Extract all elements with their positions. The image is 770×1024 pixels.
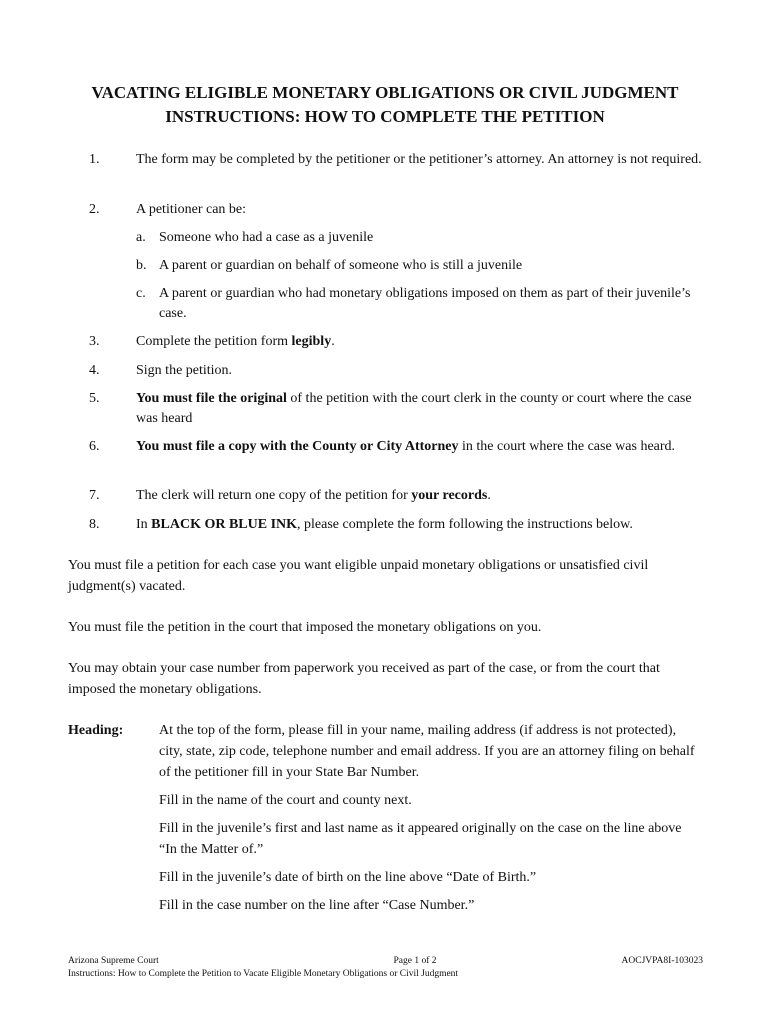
item-text-part: .	[487, 488, 491, 503]
paragraph-case-number: You may obtain your case number from paperwork you received as part of the case, or from the court that imposed the monetary obligations.	[68, 661, 660, 697]
item-text-part: The clerk will return one copy of the petition for	[136, 488, 412, 503]
item-number: 8.	[89, 517, 100, 532]
item-text	[136, 486, 706, 506]
heading-instruction-case-number: Fill in the case number on the line after “Case Number.”	[159, 898, 475, 913]
item-text-emphasis: BLACK OR BLUE INK	[151, 517, 298, 532]
sub-item-letter: c.	[136, 286, 146, 301]
item-text-part: , please complete the form following the instructions below.	[297, 517, 633, 532]
item-text: Sign the petition.	[136, 363, 233, 378]
item-text-part: .	[331, 334, 335, 349]
item-text: A petitioner can be:	[136, 202, 247, 217]
sub-item-text: A parent or guardian on behalf of someone who is still a juvenile	[159, 258, 523, 273]
sub-item-letter: a.	[136, 230, 146, 245]
item-number: 1.	[89, 152, 100, 167]
item-text-emphasis: You must file a copy with the County or City Attorney	[136, 439, 459, 454]
item-text	[136, 389, 706, 429]
heading-label: Heading:	[68, 723, 124, 738]
item-text	[136, 437, 706, 457]
item-number: 7.	[89, 488, 100, 503]
item-text-emphasis: your records	[411, 488, 488, 503]
item-text	[136, 515, 706, 535]
item-text-part: Complete the petition form	[136, 334, 292, 349]
item-text	[136, 332, 706, 352]
item-text-part: In	[136, 517, 152, 532]
heading-instruction-court: Fill in the name of the court and county next.	[159, 793, 412, 808]
item-text-part: of the petition with the court clerk in the county or court where the case was heard	[136, 391, 692, 426]
item-number: 5.	[89, 391, 100, 406]
document-title: VACATING ELIGIBLE MONETARY OBLIGATIONS OR CIVIL JUDGMENT	[91, 83, 679, 102]
heading-instruction-contact: At the top of the form, please fill in your name, mailing address (if address is not protected), city, state, zip code, telephone number and email address. If you are an attorney filing on behalf of the petitioner fill in your State Bar Number.	[159, 723, 695, 780]
sub-item-text: Someone who had a case as a juvenile	[159, 230, 374, 245]
footer-page-number: Page 1 of 2	[393, 956, 437, 966]
footer-form-code: AOCJVPA8I-103023	[621, 956, 703, 966]
item-number: 2.	[89, 202, 100, 217]
sub-item-text: A parent or guardian who had monetary obligations imposed on them as part of their juvenile’s case.	[159, 286, 691, 321]
sub-item-letter: b.	[136, 258, 147, 273]
footer-court-name: Arizona Supreme Court	[68, 956, 159, 966]
item-text: The form may be completed by the petitioner or the petitioner’s attorney. An attorney is not required.	[136, 152, 702, 167]
item-text-emphasis: legibly	[291, 334, 332, 349]
item-text-part: in the court where the case was heard.	[458, 439, 676, 454]
paragraph-file-each-case: You must file a petition for each case you want eligible unpaid monetary obligations or unsatisfied civil judgment(s) vacated.	[68, 558, 649, 594]
item-text-emphasis: You must file the original	[136, 391, 287, 406]
footer-document-title: Instructions: How to Complete the Petition to Vacate Eligible Monetary Obligations or Civil Judgment	[68, 969, 459, 979]
document-subtitle: INSTRUCTIONS: HOW TO COMPLETE THE PETITION	[165, 107, 605, 126]
paragraph-file-in-court: You must file the petition in the court that imposed the monetary obligations on you.	[68, 620, 542, 635]
heading-instruction-birth-date: Fill in the juvenile’s date of birth on the line above “Date of Birth.”	[159, 870, 537, 885]
heading-instruction-juvenile-name: Fill in the juvenile’s first and last name as it appeared originally on the case on the line above “In the Matter of.”	[159, 821, 682, 857]
item-number: 3.	[89, 334, 100, 349]
item-number: 6.	[89, 439, 100, 454]
item-number: 4.	[89, 363, 100, 378]
